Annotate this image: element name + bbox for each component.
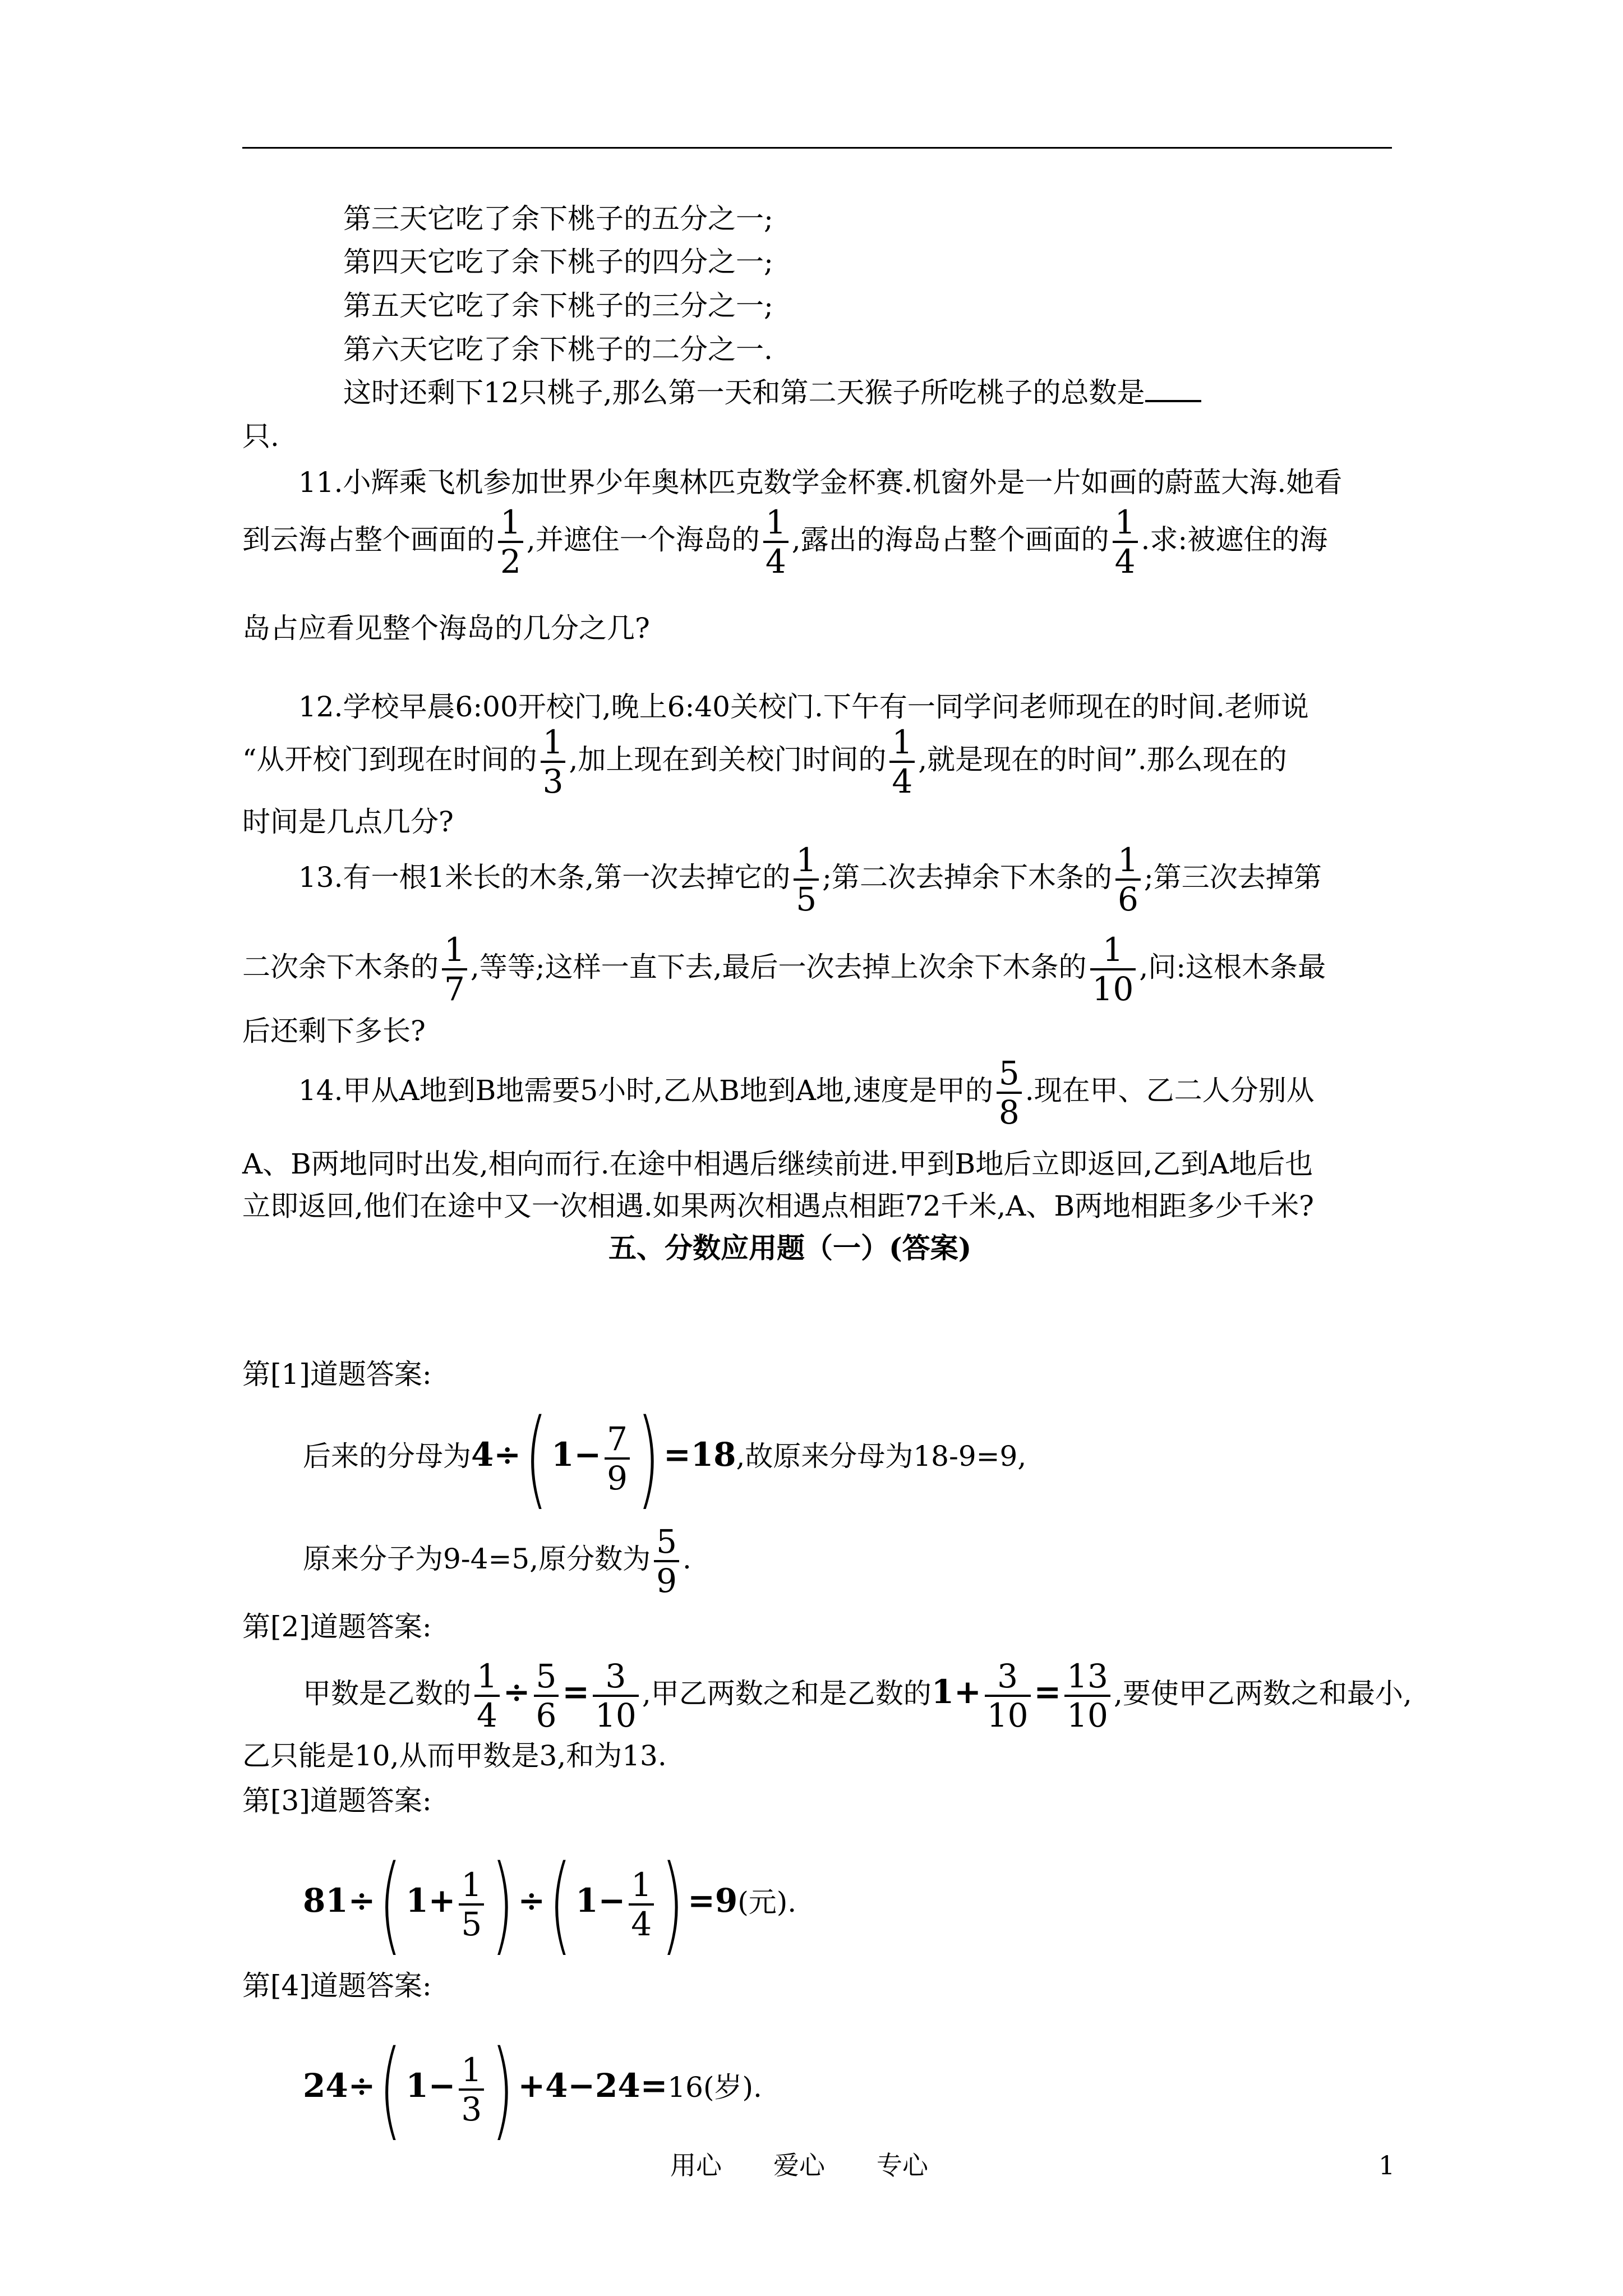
fraction [593,1658,639,1734]
question-12-line-3: 时间是几点几分? [242,806,454,838]
fraction [459,1866,484,1943]
text-segment: 14.甲从A地到B地需要5小时,乙从B地到A地,速度是甲的 [298,1074,993,1107]
text-line: 只. [242,420,279,453]
fraction [1090,931,1136,1007]
text-segment: ,并遮住一个海岛的 [526,523,760,556]
fraction [498,504,523,580]
denominator: 10 [985,1695,1031,1734]
numerator: 1 [477,1657,497,1695]
question-11-line-2 [242,504,1327,580]
denominator: 4 [1113,541,1138,580]
numerator: 1 [542,723,564,761]
right-paren: ) [637,1396,660,1520]
answer-1-line-2 [303,1523,691,1599]
answer-4-label: 第[4]道题答案: [242,1970,432,2002]
numerator: 7 [607,1420,628,1458]
numerator: 1 [796,841,817,879]
numerator: 5 [656,1522,677,1561]
text-segment: 16(岁). [667,2071,762,2104]
text-segment: 原来分子为9-4=5,原分数为 [303,1543,651,1575]
math-term: ÷ [518,1881,546,1920]
math-term: +4−24= [518,2067,668,2105]
math-term: ÷ [502,1673,531,1711]
fraction [794,841,819,918]
numerator: 5 [536,1657,557,1695]
math-term: 24÷ [303,2067,376,2105]
text-segment: 后来的分母为 [303,1440,471,1473]
text-segment: (元). [737,1886,797,1918]
math-term: 1− [575,1881,626,1920]
math-term: 1+ [405,1881,456,1920]
numerator: 1 [765,503,786,541]
question-12-line-2 [242,724,1287,800]
numerator: 13 [1067,1657,1108,1695]
math-term: = [562,1673,590,1711]
text-segment: ,加上现在到关校门时间的 [569,743,887,776]
question-11-line-1: 11.小辉乘飞机参加世界少年奥林匹克数学金杯赛.机窗外是一片如画的蔚蓝大海.她看 [298,466,1343,499]
denominator: 4 [889,761,915,800]
question-14-line-1 [298,1055,1315,1131]
fraction [654,1523,679,1599]
answer-2-label: 第[2]道题答案: [242,1611,432,1643]
denominator: 5 [794,878,819,918]
left-paren: ( [379,2027,402,2151]
text-segment: ,露出的海岛占整个画面的 [791,523,1109,556]
math-term: =9 [688,1881,738,1920]
answer-4-expression [303,2027,762,2151]
denominator: 3 [541,761,566,800]
text-segment: ;第二次去掉余下木条的 [822,861,1112,894]
fraction [541,724,566,800]
text-segment: 这时还剩下12只桃子,那么第一天和第二天猴子所吃桃子的总数是 [343,376,1145,409]
denominator: 10 [1090,968,1136,1007]
numerator: 1 [892,723,913,761]
fraction [985,1658,1031,1734]
left-paren: ( [379,1842,402,1966]
fraction [474,1658,500,1734]
text-segment: 甲数是乙数的 [303,1677,471,1710]
numerator: 1 [461,1866,482,1904]
denominator: 4 [763,541,789,580]
text-segment: .求:被遮住的海 [1141,523,1328,556]
fraction [534,1658,559,1734]
text-segment: 二次余下木条的 [242,951,439,983]
denominator: 10 [593,1695,639,1734]
math-term: = [1034,1673,1062,1711]
fraction [889,724,915,800]
header-rule [242,147,1392,149]
text-segment: 到云海占整个画面的 [242,523,495,556]
denominator: 9 [654,1560,679,1599]
fraction [1064,1658,1110,1734]
question-14-line-2: A、B两地同时出发,相向而行.在途中相遇后继续前进.甲到B地后立即返回,乙到A地后也 [242,1148,1313,1180]
text-segment: ,等等;这样一直下去,最后一次去掉上次余下木条的 [470,951,1087,983]
question-12-line-1: 12.学校早晨6:00开校门,晚上6:40关校门.下午有一同学问老师现在的时间.老师说 [298,691,1309,723]
math-term: =18 [663,1435,736,1474]
text-segment: ,问:这根木条最 [1139,951,1326,983]
fraction [1115,841,1141,918]
fraction [442,931,467,1007]
denominator: 7 [442,968,467,1007]
numerator: 5 [998,1054,1020,1092]
denominator: 4 [474,1695,500,1734]
answer-1-label: 第[1]道题答案: [242,1358,432,1391]
numerator: 3 [997,1657,1018,1695]
left-paren: ( [524,1396,548,1520]
answer-1-line-1 [303,1396,1027,1520]
text-segment: . [683,1543,691,1575]
text-line: 第五天它吃了余下桃子的三分之一; [343,289,773,322]
math-term: 4÷ [471,1435,521,1474]
question-13-line-3: 后还剩下多长? [242,1015,426,1047]
denominator: 4 [629,1903,654,1943]
left-paren: ( [548,1842,572,1966]
denominator: 6 [1115,878,1141,918]
numerator: 1 [444,931,465,969]
denominator: 5 [459,1903,484,1943]
question-14-line-3: 立即返回,他们在途中又一次相遇.如果两次相遇点相距72千米,A、B两地相距多少千米? [242,1190,1314,1222]
denominator: 2 [498,541,523,580]
numerator: 3 [605,1657,626,1695]
text-segment: ,甲乙两数之和是乙数的 [642,1677,932,1710]
numerator: 1 [1103,931,1123,969]
answer-3-label: 第[3]道题答案: [242,1784,432,1817]
math-term: 1+ [931,1673,981,1711]
right-paren: ) [491,2027,514,2151]
numerator: 1 [1114,503,1136,541]
math-term: 1− [405,2067,456,2105]
text-line [343,376,1201,409]
right-paren: ) [661,1842,684,1966]
text-segment: ,要使甲乙两数之和最小, [1113,1677,1412,1710]
text-segment: “从开校门到现在时间的 [242,743,537,776]
denominator: 6 [534,1695,559,1734]
text-line: 第三天它吃了余下桃子的五分之一; [343,203,773,235]
answer-2-line-2: 乙只能是10,从而甲数是3,和为13. [242,1740,667,1772]
text-segment: 13.有一根1米长的木条,第一次去掉它的 [298,861,791,894]
denominator: 3 [459,2088,484,2128]
math-term: 81÷ [303,1881,376,1920]
text-segment: .现在甲、乙二人分别从 [1025,1074,1315,1107]
numerator: 1 [500,503,521,541]
fraction [997,1055,1022,1131]
text-segment: ,故原来分母为18-9=9, [736,1440,1027,1473]
text-line: 第四天它吃了余下桃子的四分之一; [343,246,773,278]
fraction [629,1866,654,1943]
numerator: 1 [1118,841,1138,879]
question-11-line-3: 岛占应看见整个海岛的几分之几? [242,612,650,645]
denominator: 10 [1064,1695,1110,1734]
answer-3-expression [303,1842,797,1966]
question-13-line-1 [298,841,1322,918]
text-segment: ;第三次去掉第 [1144,861,1322,894]
section-title: 五、分数应用题（一）(答案) [608,1231,972,1264]
text-line: 第六天它吃了余下桃子的二分之一. [343,333,773,366]
answer-blank [1145,400,1201,402]
page-footer: 用心 爱心 专心 [670,2150,928,2180]
text-segment: ,就是现在的时间”.那么现在的 [918,743,1287,776]
math-term: 1− [551,1435,602,1474]
answer-2-line-1 [303,1658,1412,1734]
fraction [459,2051,484,2128]
denominator: 9 [605,1457,630,1497]
numerator: 1 [631,1866,652,1904]
fraction [605,1420,630,1497]
denominator: 8 [997,1092,1022,1131]
right-paren: ) [491,1842,514,1966]
fraction [1113,504,1138,580]
numerator: 1 [461,2051,482,2089]
fraction [763,504,789,580]
page-number: 1 [1378,2150,1395,2180]
question-13-line-2 [242,931,1326,1007]
